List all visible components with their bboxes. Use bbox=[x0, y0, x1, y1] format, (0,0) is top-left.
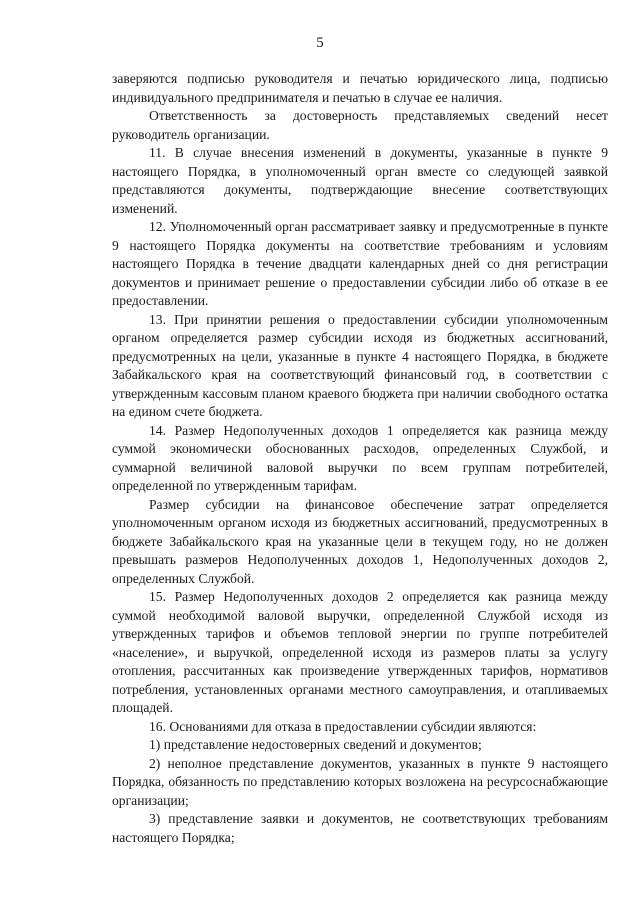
document-body bbox=[112, 70, 608, 847]
page-number: 5 bbox=[316, 35, 324, 51]
paragraph-item-11: 11. В случае внесения изменений в документы, указанные в пункте 9 настоящего Порядка, в уполномоченный орган вместе со следующей заявкой представляются документы, подтверждающие внесение соответствующих изменений. bbox=[112, 145, 608, 216]
paragraph-item-12: 12. Уполномоченный орган рассматривает заявку и предусмотренные в пункте 9 настоящего Порядка документы на соответствие требованиям и условиям настоящего Порядка в течение двадцати календарных дней со дня регистрации документов и принимает решение о предоставлении субсидии либо об отказе в ее предоставлении. bbox=[112, 219, 608, 308]
paragraph-item-15: 15. Размер Недополученных доходов 2 определяется как разница между суммой необходимой валовой выручки, определенной Службой исходя из утвержденных тарифов и объемов тепловой энергии по группе потребителей «население», и выручкой, определенной исходя из размеров платы за услугу отопления, рассчитанных как произведение утвержденных тарифов, нормативов потребления, установленных органами местного самоуправления, и отапливаемых площадей. bbox=[112, 589, 608, 715]
list-item-3: 3) представление заявки и документов, не соответствующих требованиям настоящего Порядка; bbox=[112, 811, 608, 845]
list-item-2: 2) неполное представление документов, указанных в пункте 9 настоящего Порядка, обязанность по представлению которых возложена на ресурсоснабжающие организации; bbox=[112, 755, 608, 808]
paragraph-subsidy-size: Размер субсидии на финансовое обеспечение затрат определяется уполномоченным органом исходя из бюджетных ассигнований, предусмотренных в бюджете Забайкальского края на указанные цели в текущем году, но не должен превышать размеров Недополученных доходов 1, Недополученных доходов 2, определенных Службой. bbox=[112, 496, 608, 586]
paragraph-continuation: заверяются подписью руководителя и печатью юридического лица, подписью индивидуального предпринимателя и печатью в случае ее наличия. bbox=[112, 71, 608, 105]
paragraph-item-14: 14. Размер Недополученных доходов 1 определяется как разница между суммой экономически обоснованных расходов, определенных Службой, и суммарной величиной валовой выручки по всем группам потребителей, определенной по утвержденным тарифам. bbox=[112, 422, 608, 493]
paragraph-item-13: 13. При принятии решения о предоставлении субсидии уполномоченным органом определяется размер субсидии исходя из бюджетных ассигнований, предусмотренных на цели, указанные в пункте 4 настоящего Порядка, в бюджете Забайкальского края на соответствующий финансовый год, в соответствии с утвержденным кассовым планом краевого бюджета при наличии свободного остатка на едином счете бюджета. bbox=[112, 311, 608, 419]
paragraph-responsibility: Ответственность за достоверность представляемых сведений несет руководитель организации. bbox=[112, 108, 608, 142]
paragraph-item-16: 16. Основаниями для отказа в предоставлении субсидии являются: bbox=[149, 718, 537, 734]
list-item-1: 1) представление недостоверных сведений и документов; bbox=[149, 737, 482, 752]
